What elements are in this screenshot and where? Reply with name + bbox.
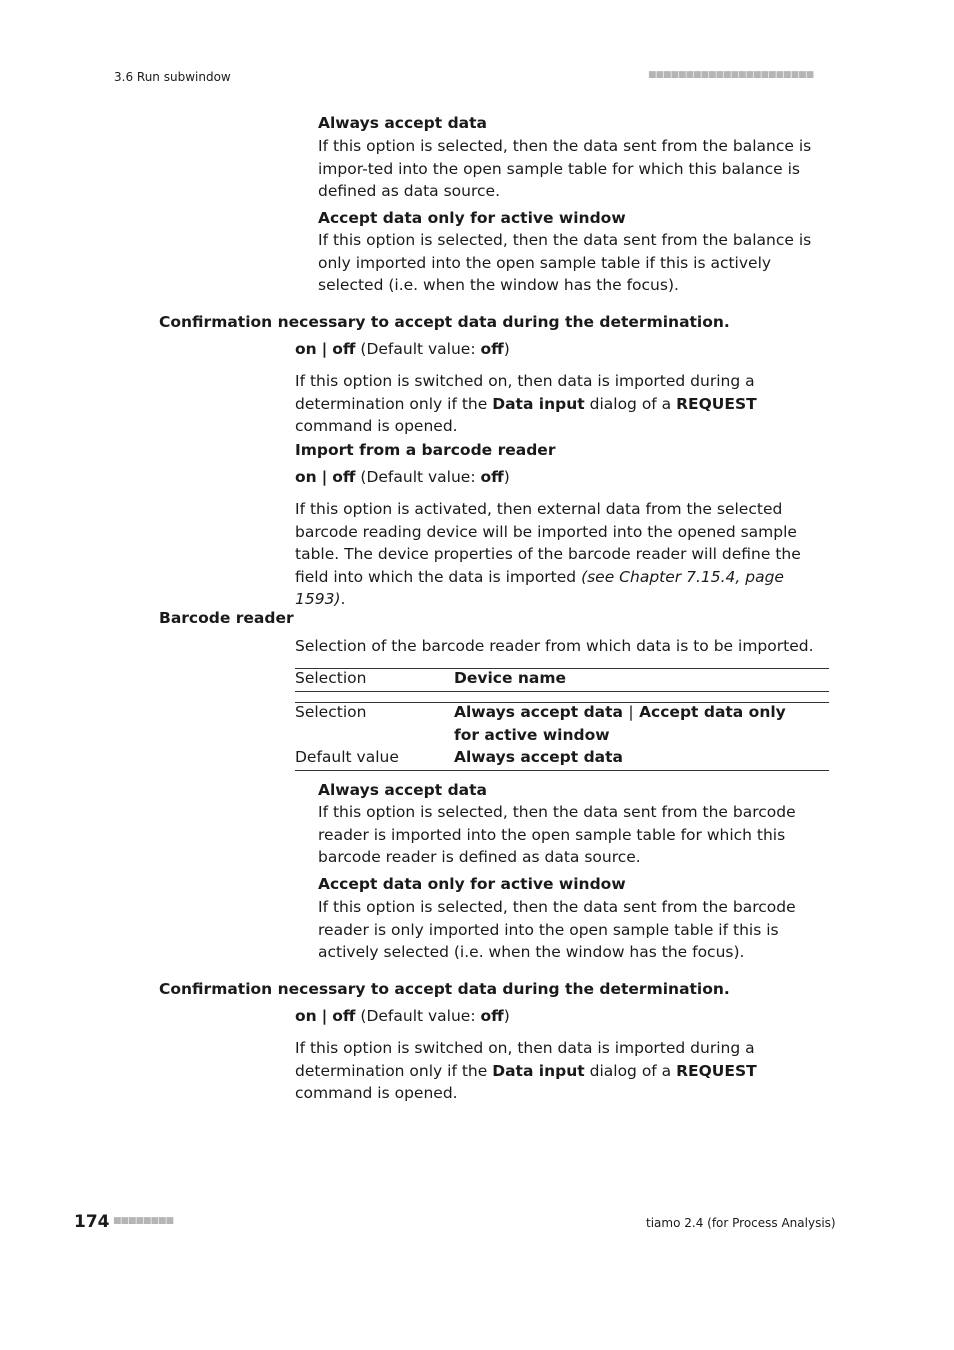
ui-term-data-input: Data input	[492, 1061, 585, 1080]
option-desc-active-window: If this option is selected, then the data sent from the barcode reader is only imported into the open sample table if this is actively selected (i.e. when the window has the focus).	[318, 898, 796, 961]
option-title-always-accept: Always accept data	[318, 114, 488, 132]
value-separator: |	[321, 340, 328, 358]
param-desc-confirmation: If this option is switched on, then data is imported during a determination only if the Data input dialog of a REQUEST command is opened.	[295, 1039, 757, 1102]
param-desc-confirmation: If this option is switched on, then data is imported during a determination only if the Data input dialog of a REQUEST command is opened.	[295, 372, 757, 435]
option-desc-always-accept: If this option is selected, then the data sent from the balance is impor-ted into the open sample table for which this balance is defined as data source.	[318, 137, 812, 200]
header-decoration: ■■■■■■■■■■■■■■■■■■■■■■	[648, 70, 814, 80]
option-desc-always-accept: If this option is selected, then the data sent from the barcode reader is imported into the open sample table for which this barcode reader is defined as data source.	[318, 803, 796, 866]
option-title-active-window: Accept data only for active window	[318, 209, 626, 227]
option-desc-active-window: If this option is selected, then the data sent from the balance is only imported into the open sample table if this is actively selected (i.e. when the window has the focus).	[318, 231, 812, 294]
table-value-device-name: Device name	[454, 669, 567, 687]
default-value: off	[480, 468, 504, 486]
running-header-section: 3.6 Run subwindow	[114, 70, 231, 84]
table-rule-bottom	[295, 770, 829, 771]
param-values-confirmation: on | off (Default value: off)	[295, 1007, 510, 1025]
param-title-barcode-reader: Barcode reader	[159, 609, 294, 627]
page-number: 174	[74, 1212, 110, 1232]
param-title-confirmation: Confirmation necessary to accept data during the determination.	[159, 313, 730, 331]
option-title-always-accept: Always accept data	[318, 781, 488, 799]
ui-term-data-input: Data input	[492, 394, 585, 413]
param-title-import-barcode: Import from a barcode reader	[295, 441, 556, 459]
table-label-default-value: Default value	[295, 748, 399, 766]
param-desc-import-barcode: If this option is activated, then external data from the selected barcode reading device will be imported into the opened sample table. The device properties of the barcode reader will define the field into which the data is imported (see Chapter 7.15.4, page 1593).	[295, 500, 801, 608]
value-on: on	[295, 340, 317, 358]
value-on: on	[295, 468, 317, 486]
param-values-import-barcode: on | off (Default value: off)	[295, 468, 510, 486]
value-on: on	[295, 1007, 317, 1025]
value-off: off	[332, 468, 356, 486]
ui-term-request: REQUEST	[676, 394, 757, 413]
product-name: tiamo 2.4 (for Process Analysis)	[646, 1216, 836, 1230]
default-suffix: )	[503, 340, 510, 358]
option-title-active-window: Accept data only for active window	[318, 875, 626, 893]
table-label-selection: Selection	[295, 669, 367, 687]
value-off: off	[332, 1007, 356, 1025]
footer-decoration: ■■■■■■■■	[113, 1216, 174, 1226]
param-title-confirmation: Confirmation necessary to accept data during the determination.	[159, 980, 730, 998]
table-value-default: Always accept data	[454, 748, 624, 766]
param-desc-barcode-reader: Selection of the barcode reader from which data is to be imported.	[295, 637, 814, 655]
chapter-reference: (see Chapter 7.15.4, page 1593)	[295, 567, 784, 608]
table-rule-1	[295, 691, 829, 692]
param-values-confirmation	[295, 338, 830, 360]
default-value: off	[480, 1007, 504, 1025]
value-off: off	[332, 340, 356, 358]
table-value-selection-options: Always accept data | Accept data only for active window	[454, 703, 786, 744]
table-label-selection: Selection	[295, 703, 367, 721]
value-separator: |	[321, 1007, 328, 1025]
default-value: off	[480, 340, 504, 358]
value-separator: |	[321, 468, 328, 486]
default-prefix: (Default value:	[360, 340, 481, 358]
ui-term-request: REQUEST	[676, 1061, 757, 1080]
